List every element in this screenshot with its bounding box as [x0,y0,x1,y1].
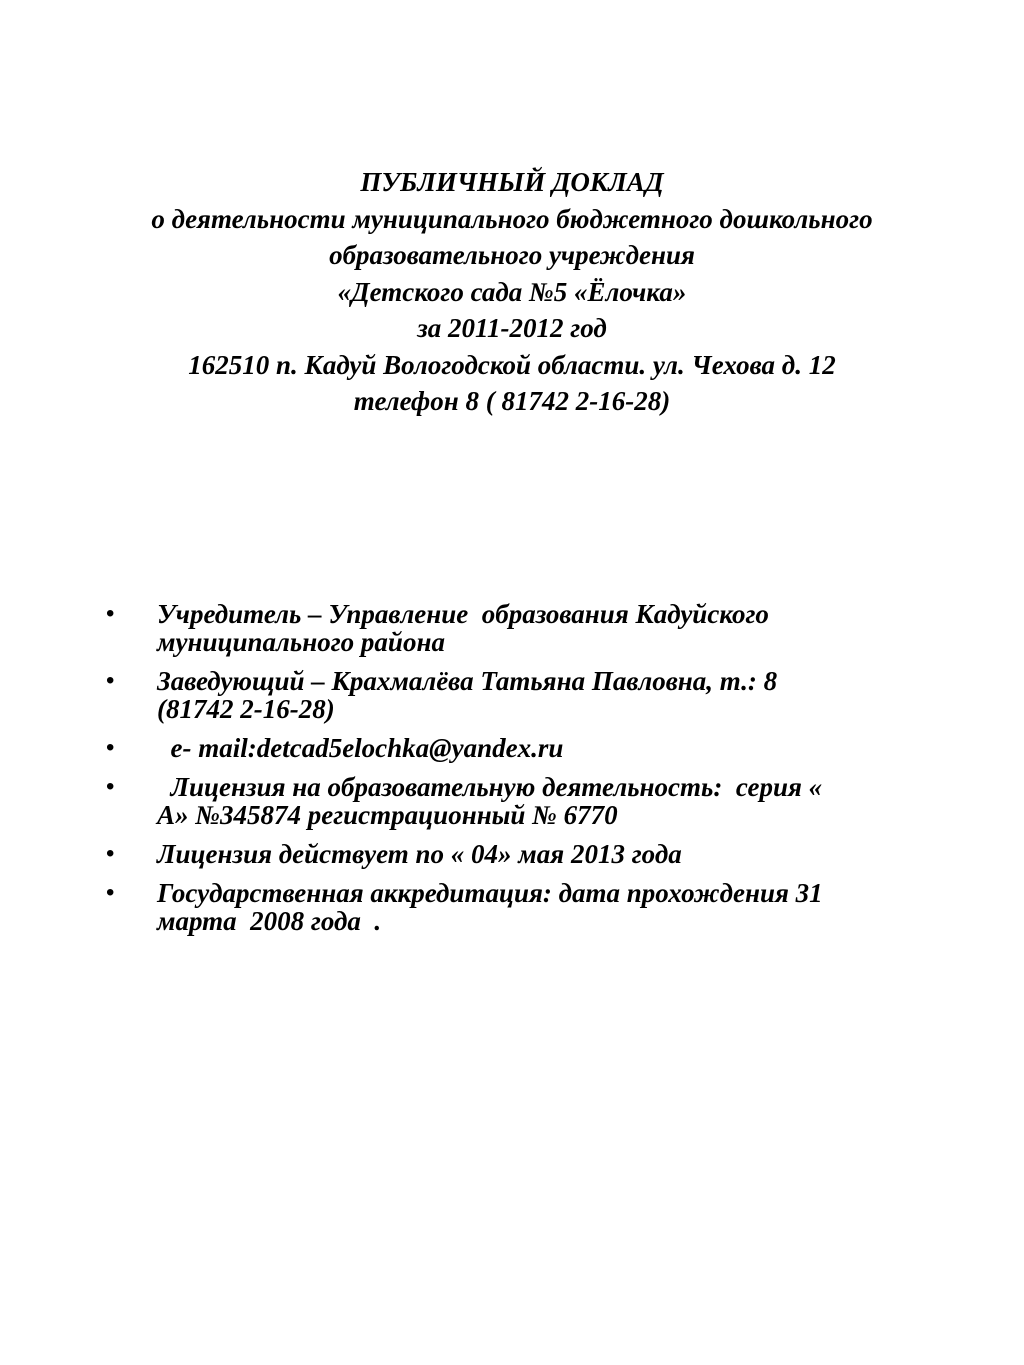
list-item-founder [0,600,917,656]
report-title: ПУБЛИЧНЫЙ ДОКЛАД [360,167,664,197]
list-item-text: Заведующий – Крахмалёва Татьяна Павловна, т.: 8 [157,666,778,696]
bullet-icon: • [106,600,115,627]
list-item-text: марта 2008 года . [157,906,382,936]
list-item-text: е- mail:detcad5elochka@yandex.ru [157,733,564,763]
report-title-block [0,164,1024,420]
bullet-icon: • [106,840,115,867]
list-item-accreditation [0,879,917,935]
list-item-text: Государственная аккредитация: дата прохождения 31 [157,878,823,908]
bullet-icon: • [106,667,115,694]
list-item-license [0,773,917,829]
institution-name: «Детского сада №5 «Ёлочка» [337,276,687,307]
list-item-text: (81742 2-16-28) [157,694,335,724]
list-item-text: Лицензия действует по « 04» мая 2013 года [157,839,682,869]
list-item-text: Лицензия на образовательную деятельность: серия « [157,772,823,802]
list-item-text: муниципального района [157,627,445,657]
bullet-icon: • [106,773,115,800]
list-item-text: А» №345874 регистрационный № 6770 [157,800,618,830]
report-subtitle-line-2: образовательного учреждения [329,240,695,270]
report-subtitle-line-1: о деятельности муниципального бюджетного дошкольного [151,203,873,234]
report-period: за 2011-2012 год [417,313,607,343]
bullet-icon: • [106,734,115,761]
list-item-text: Учредитель – Управление образования Кадуйского [157,599,769,629]
institution-phone: телефон 8 ( 81742 2-16-28) [353,386,671,416]
list-item-license-validity [0,840,917,868]
list-item-email [0,734,917,762]
bullet-icon: • [106,879,115,906]
list-item-director [0,667,917,723]
institution-address: 162510 п. Кадуй Вологодской области. ул. Чехова д. 12 [188,349,836,380]
info-list [0,600,1024,946]
